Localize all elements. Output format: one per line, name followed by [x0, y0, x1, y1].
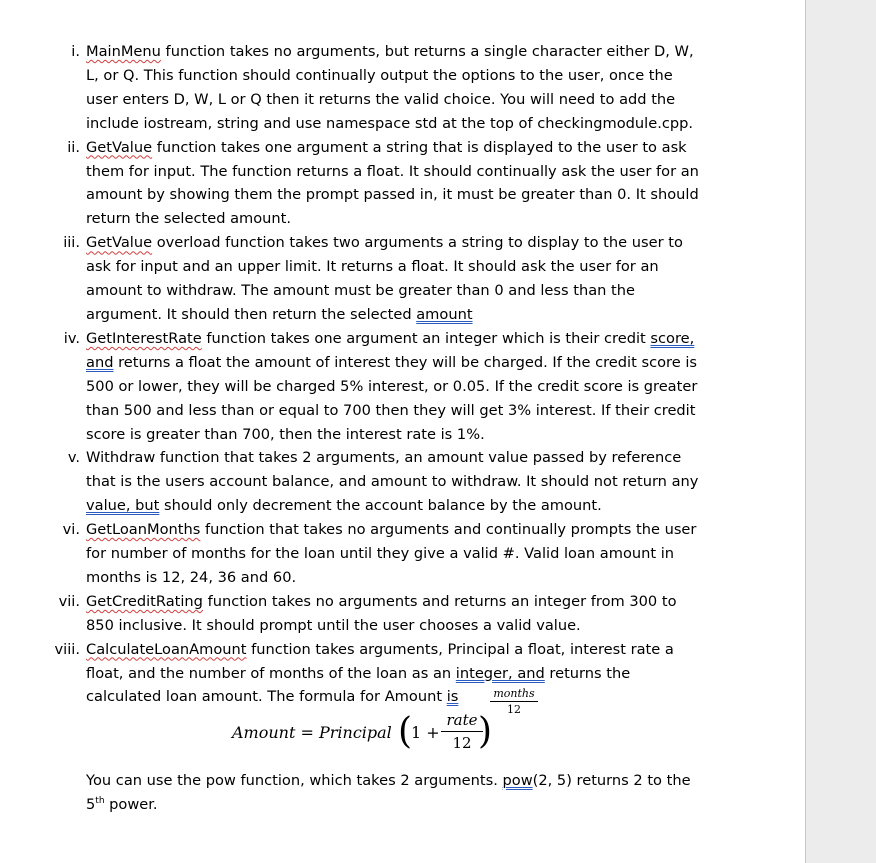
- list-number: i.: [71, 43, 80, 60]
- exponent-denominator: 12: [507, 703, 521, 717]
- item-text-after: returns a float the amount of interest they will be charged. If the credit score is 500 or lower, they will be charged 5% interest, or 0.05. If the credit score is greater than 500 and less than or equal to 700 then they will get 3% interest. If their credit score is greater than 700, then the interest rate is 1%.: [86, 353, 698, 443]
- list-number: ii.: [67, 138, 80, 156]
- item-text: Withdraw function that takes 2 arguments, an amount value passed by reference that is the users account balance, and amount to withdraw. It should not return any: [86, 449, 699, 491]
- formula-left-paren: (: [398, 711, 413, 753]
- function-name: GetInterestRate: [86, 329, 202, 347]
- formula-one-plus: 1 +: [411, 723, 440, 743]
- function-name: GetCreditRating: [86, 592, 203, 610]
- item-text-after: returns the calculated loan amount. The formula for Amount: [86, 664, 631, 706]
- function-name: GetLoanMonths: [86, 521, 201, 539]
- formula-denominator: 12: [452, 734, 472, 753]
- item-text: overload function takes two arguments a string to display to the user to ask for input and an upper limit. It returns a float. It should ask the user for an amount to withdraw. The amount must be greater than 0 and less than the argument. It should then return the selected: [86, 234, 683, 323]
- function-name: CalculateLoanAmount: [86, 640, 247, 658]
- list-item: [0, 136, 700, 232]
- item-text: function takes no arguments and returns an integer from 300 to 850 inclusive. It should prompt until the user chooses a valid value.: [86, 592, 677, 634]
- list-item: [0, 446, 700, 518]
- list-number: v.: [67, 449, 80, 467]
- list-item: [0, 40, 700, 136]
- list-item: [0, 590, 700, 638]
- right-side-pane: [805, 0, 876, 863]
- item-text: function takes one argument an integer which is their credit: [201, 329, 651, 347]
- item-text: function takes no arguments, but returns a single character either D, W, L, or Q. This function should continually output the options to the user, once the user enters D, W, L or Q then it returns the valid choice. You will need to add the include iostream, string and use namespace std at the top of checkingmodule.cpp.: [86, 43, 694, 132]
- grammar-flag: value, but: [86, 497, 160, 515]
- numbered-list: [0, 40, 805, 817]
- formula-exponent: [488, 687, 540, 716]
- list-number: viii.: [54, 640, 80, 658]
- exponent-bar: [490, 701, 538, 702]
- superscript-th: th: [95, 796, 105, 807]
- list-number: iv.: [63, 329, 80, 347]
- function-name: GetValue: [86, 234, 153, 252]
- pow-function: pow: [502, 772, 533, 790]
- formula-lhs: Amount = Principal: [232, 723, 392, 743]
- list-item: [0, 231, 700, 327]
- item-text: function takes one argument a string that is displayed to the user to ask them for input. The function returns a float. It should continually ask the user for an amount by showing them the prompt passed in, it must be greater than 0. It should return the selected amount.: [86, 138, 699, 228]
- item-text: function that takes no arguments and continually prompts the user for number of months for the loan until they give a valid #. Valid loan amount in months is 12, 24, 36 and 60.: [86, 521, 697, 586]
- pow-note: [0, 769, 700, 817]
- list-item: [0, 327, 700, 447]
- list-number: vii.: [58, 592, 80, 610]
- formula-numerator: rate: [446, 711, 478, 730]
- pow-text-3: power.: [104, 796, 158, 814]
- item-text: function takes arguments, Principal a float, interest rate a float, and the number of months of the loan as an: [86, 640, 674, 682]
- function-name: MainMenu: [86, 43, 161, 60]
- function-name: GetValue: [86, 138, 153, 156]
- list-number: vi.: [62, 521, 80, 539]
- grammar-flag: integer, and: [455, 664, 545, 682]
- exponent-numerator: months: [493, 687, 535, 701]
- grammar-flag: is: [446, 688, 459, 706]
- item-text-after: should only decrement the account balance by the amount.: [159, 497, 602, 515]
- grammar-flag: amount: [416, 305, 473, 323]
- grammar-flag: score, and: [86, 329, 695, 371]
- formula-right-paren: ): [478, 711, 493, 753]
- list-item: [0, 638, 700, 710]
- list-number: iii.: [63, 234, 80, 252]
- list-item: [0, 518, 700, 590]
- pow-text-2: (2, 5) returns 2 to the 5: [86, 772, 691, 814]
- pow-text-1: You can use the pow function, which takes 2 arguments.: [86, 772, 503, 790]
